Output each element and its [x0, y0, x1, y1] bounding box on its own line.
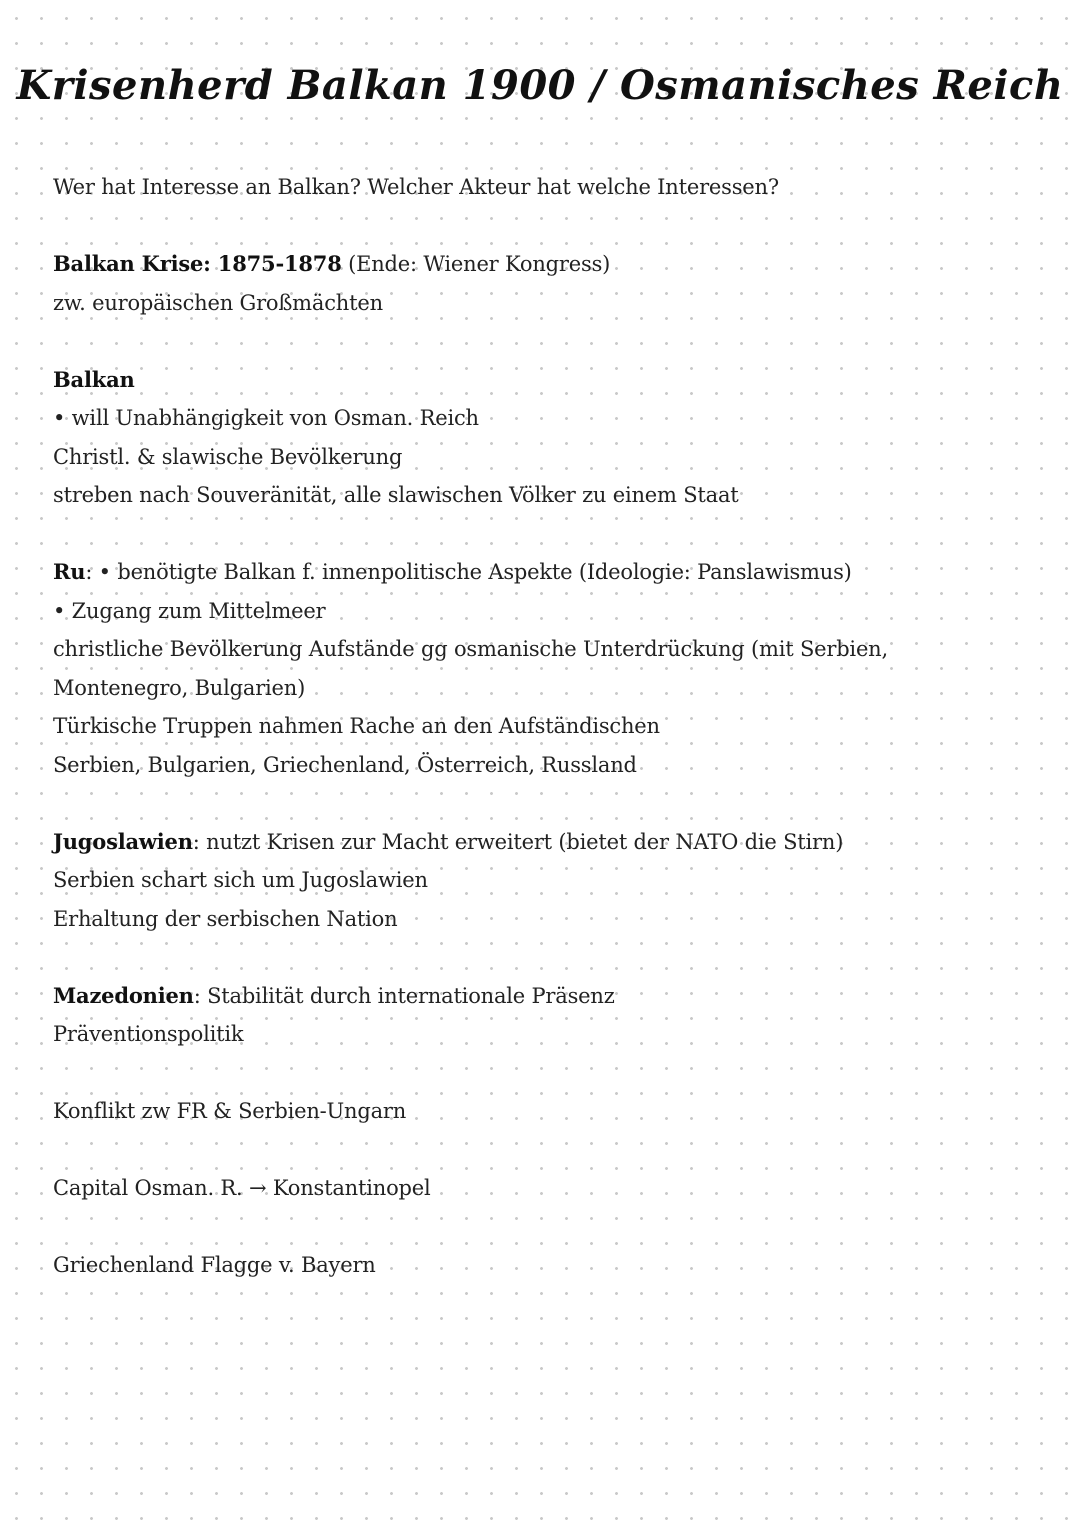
- note-line: Griechenland Flagge v. Bayern: [53, 1253, 376, 1277]
- spacer: [53, 515, 1043, 554]
- notes-body: [53, 168, 1043, 1285]
- jugoslawien-text: : nutzt Krisen zur Macht erweitert (bietet der NATO die Stirn): [192, 829, 844, 854]
- spacer: [53, 938, 1043, 977]
- spacer: [53, 1054, 1043, 1093]
- ru-line: christliche Bevölkerung Aufstände gg osmanische Unterdrückung (mit Serbien,: [53, 637, 888, 661]
- spacer: [53, 1208, 1043, 1247]
- balkan-krise-text: (Ende: Wiener Kongress): [341, 252, 611, 276]
- page-title: Krisenherd Balkan 1900 / Osmanisches Reich: [16, 62, 1064, 109]
- jugoslawien-line: Erhaltung der serbischen Nation: [53, 906, 398, 931]
- ru-text: : • benötigte Balkan f. innenpolitische Aspekte (Ideologie: Panslawismus): [85, 560, 852, 584]
- balkan-heading: Balkan: [53, 366, 135, 392]
- spacer: [53, 322, 1043, 361]
- spacer: [53, 1131, 1043, 1170]
- ru-line: • Zugang zum Mittelmeer: [53, 598, 326, 623]
- ru-line: Montenegro, Bulgarien): [53, 675, 306, 700]
- balkan-line: Christl. & slawische Bevölkerung: [53, 444, 403, 469]
- ru-line: Serbien, Bulgarien, Griechenland, Österreich, Russland: [53, 752, 637, 777]
- jugoslawien-line: Serbien schart sich um Jugoslawien: [53, 868, 428, 892]
- ru-line: [53, 553, 1043, 592]
- note-line: Capital Osman. R. → Konstantinopel: [53, 1176, 431, 1200]
- balkan-line: streben nach Souveränität, alle slawischen Völker zu einem Staat: [53, 483, 739, 507]
- ru-line: Türkische Truppen nahmen Rache an den Aufständischen: [53, 714, 660, 738]
- balkan-line: • will Unabhängigkeit von Osman. Reich: [53, 406, 479, 430]
- balkan-krise-heading: Balkan Krise: 1875-1878: [53, 251, 342, 276]
- mazedonien-heading: Mazedonien: [53, 982, 194, 1008]
- intro-question: Wer hat Interesse an Balkan? Welcher Akteur hat welche Interessen?: [53, 175, 779, 199]
- jugoslawien-heading: Jugoslawien: [53, 828, 193, 854]
- mazedonien-line: Präventionspolitik: [53, 1022, 244, 1046]
- balkan-krise-line: [53, 245, 1043, 284]
- note-line: Konflikt zw FR & Serbien-Ungarn: [53, 1099, 407, 1123]
- spacer: [53, 784, 1043, 823]
- balkan-krise-line2: zw. europäischen Großmächten: [53, 290, 383, 315]
- spacer: [53, 207, 1043, 246]
- mazedonien-line: [53, 977, 1043, 1016]
- ru-heading: Ru: [53, 559, 86, 584]
- mazedonien-text: : Stabilität durch internationale Präsenz: [193, 983, 615, 1008]
- jugoslawien-line: [53, 823, 1043, 862]
